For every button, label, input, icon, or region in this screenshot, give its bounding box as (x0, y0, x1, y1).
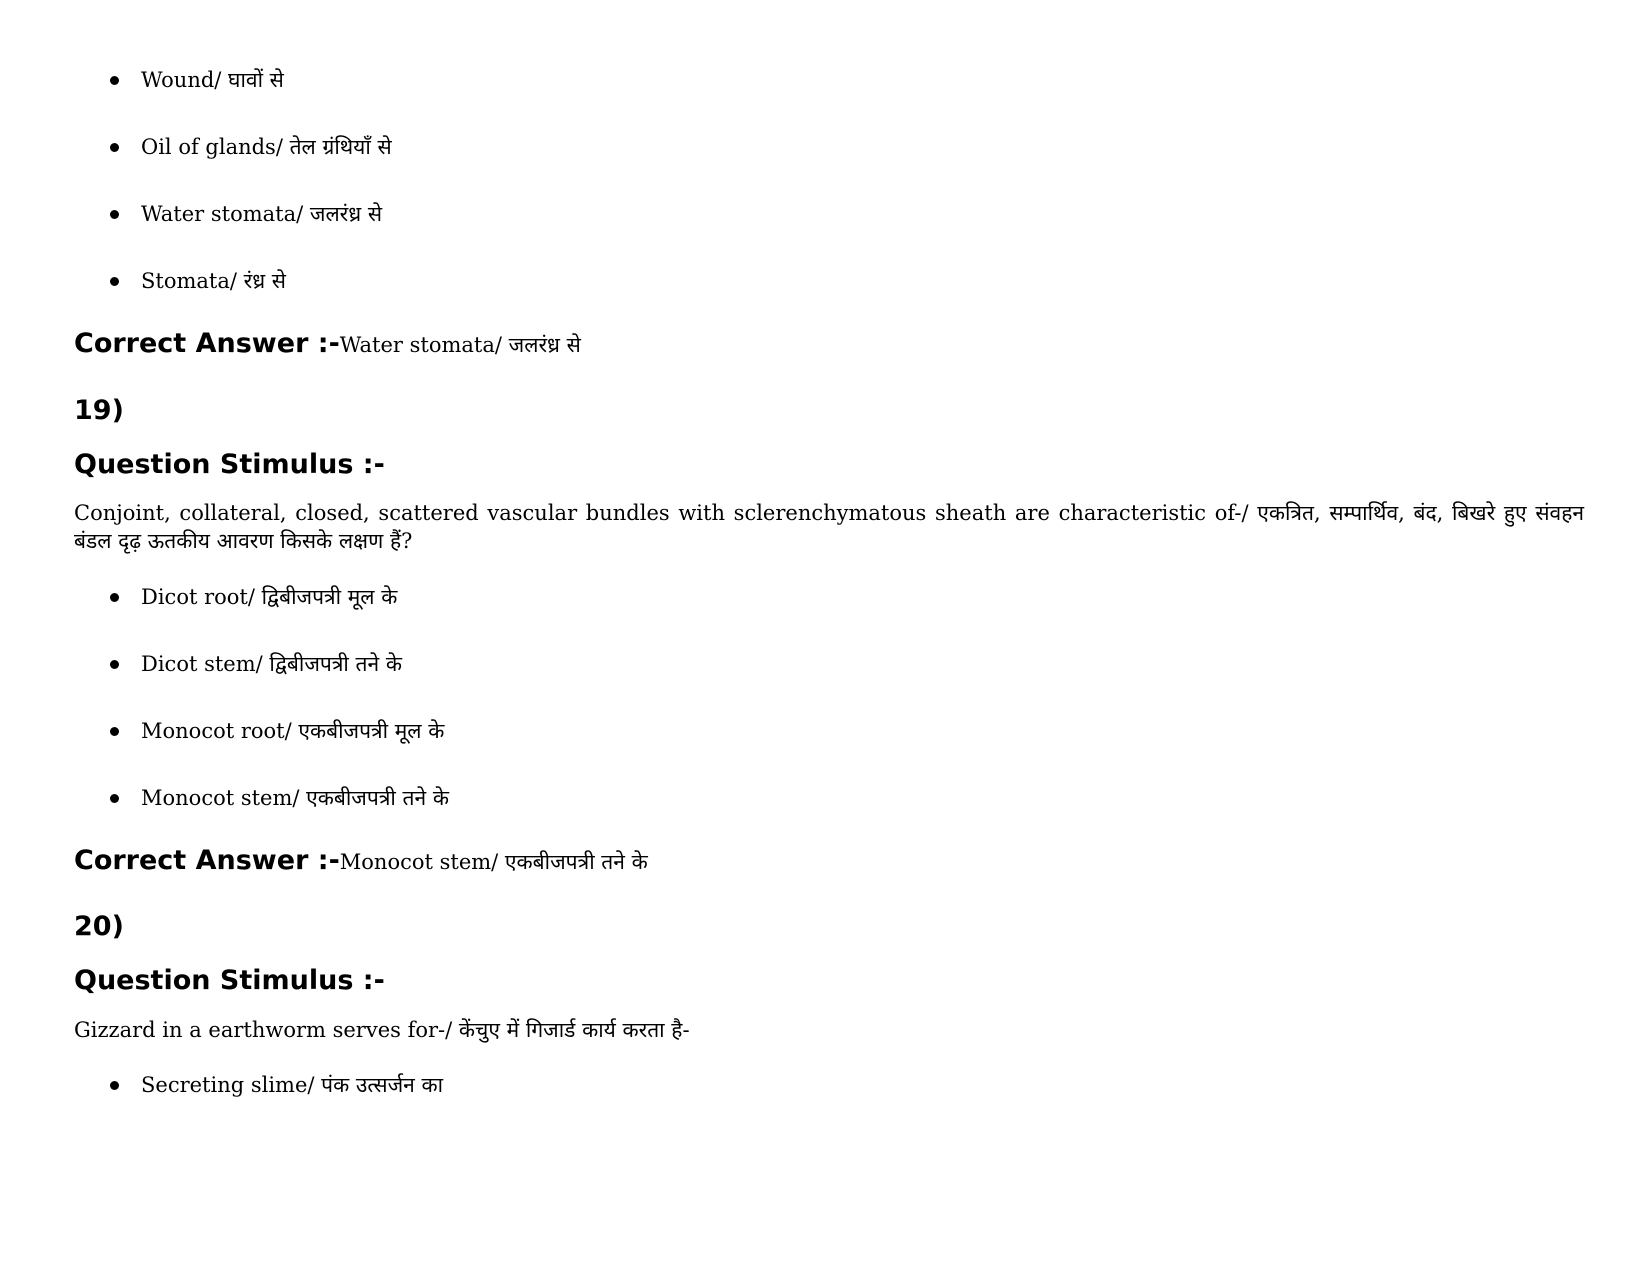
option-item (74, 650, 1584, 717)
option-item (74, 717, 1584, 784)
bullet-icon (110, 593, 119, 602)
option-text: Monocot root/ एकबीजपत्री मूल के (141, 719, 445, 743)
option-text: Secreting slime/ पंक उत्सर्जन का (141, 1073, 444, 1097)
option-text: Dicot stem/ द्विबीजपत्री तने के (141, 652, 402, 676)
option-item (74, 583, 1584, 650)
question-stimulus-heading: Question Stimulus :- (74, 965, 385, 996)
correct-answer-label: Correct Answer :- (74, 845, 340, 876)
question-stimulus-text: Conjoint, collateral, closed, scattered vascular bundles with sclerenchymatous sheath are characteristic of-/ एकत्रित, सम्पार्थिव, बंद, बिखरे हुए संवहन बंडल दृढ़ ऊतकीय आवरण किसके लक्षण हैं? (74, 501, 1584, 553)
question-number: 19) (74, 395, 124, 426)
q19-correct-answer (74, 843, 1584, 879)
bullet-icon (110, 76, 119, 85)
correct-answer-value: Monocot stem/ एकबीजपत्री तने के (339, 850, 648, 874)
bullet-icon (110, 210, 119, 219)
bullet-icon (110, 1081, 119, 1090)
bullet-icon (110, 727, 119, 736)
option-item (74, 66, 1584, 133)
question-number: 20) (74, 911, 124, 942)
option-text: Wound/ घावों से (141, 68, 284, 92)
option-text: Dicot root/ द्विबीजपत्री मूल के (141, 585, 398, 609)
correct-answer-label: Correct Answer :- (74, 328, 340, 359)
bullet-icon (110, 277, 119, 286)
question-stimulus-text: Gizzard in a earthworm serves for-/ केंचुए में गिजार्ड कार्य करता है- (74, 1018, 690, 1042)
correct-answer-value: Water stomata/ जलरंध्र से (339, 333, 581, 357)
option-item (74, 200, 1584, 267)
bullet-icon (110, 660, 119, 669)
q18-correct-answer (74, 326, 1584, 362)
bullet-icon (110, 794, 119, 803)
option-item (74, 267, 1584, 334)
q20-options (74, 1071, 1584, 1138)
option-text: Oil of glands/ तेल ग्रंथियाँ से (141, 135, 392, 159)
option-text: Water stomata/ जलरंध्र से (141, 202, 383, 226)
question-stimulus-heading: Question Stimulus :- (74, 449, 385, 480)
option-text: Stomata/ रंध्र से (141, 269, 286, 293)
option-item (74, 1071, 1584, 1138)
q18-options (74, 66, 1584, 334)
bullet-icon (110, 143, 119, 152)
option-text: Monocot stem/ एकबीजपत्री तने के (141, 786, 449, 810)
option-item (74, 784, 1584, 851)
q19-options (74, 583, 1584, 851)
option-item (74, 133, 1584, 200)
